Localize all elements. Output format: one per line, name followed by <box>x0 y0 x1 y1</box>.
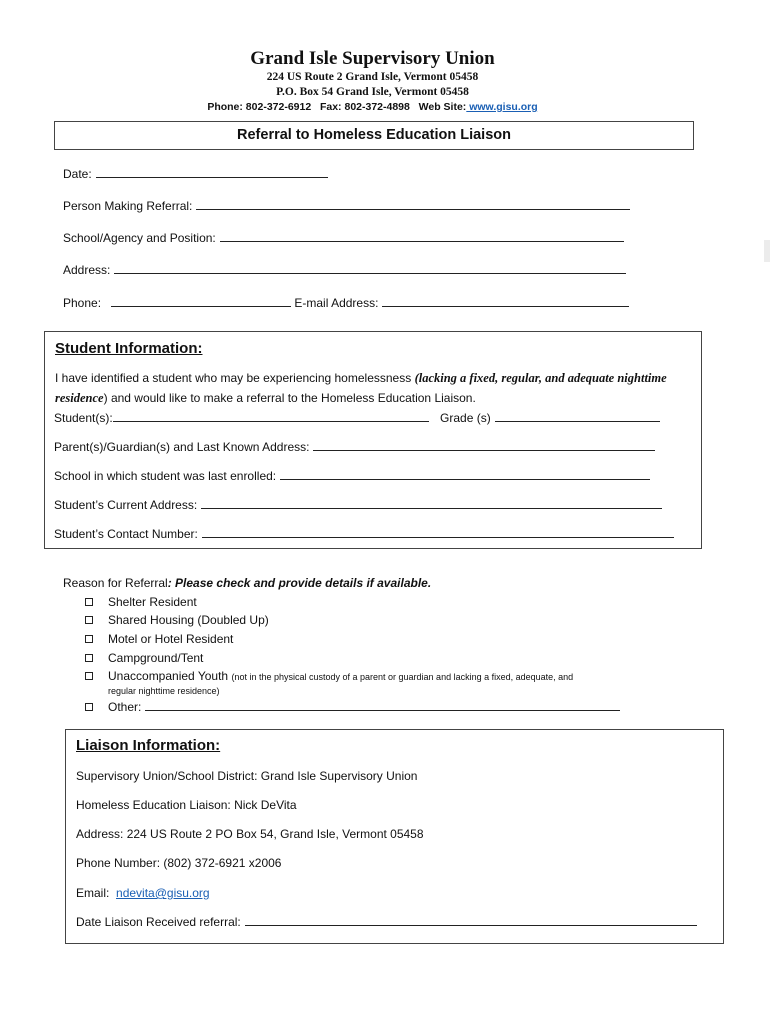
checkbox-icon[interactable] <box>85 598 93 606</box>
address-input-line[interactable] <box>114 272 626 274</box>
students-label: Student(s): <box>54 411 113 425</box>
other-label: Other: <box>108 700 142 714</box>
form-title: Referral to Homeless Education Liaison <box>54 121 694 150</box>
student-intro-emphasis: (lacking a fixed, regular, and adequate nighttime residence <box>55 371 667 405</box>
phone-input-line[interactable] <box>111 305 291 307</box>
parents-input-line[interactable] <box>313 449 655 451</box>
student-intro <box>55 368 675 408</box>
date-input-line[interactable] <box>96 176 328 178</box>
phone-email-field <box>63 296 629 310</box>
students-input-line[interactable] <box>113 420 429 422</box>
page-edge-marker <box>764 240 770 262</box>
grade-label: Grade (s) <box>440 411 491 425</box>
date-received-label: Date Liaison Received referral: <box>76 915 241 929</box>
students-field <box>54 411 660 425</box>
email-input-line[interactable] <box>382 305 629 307</box>
reason-option-label: Motel or Hotel Resident <box>108 632 234 646</box>
parents-field <box>54 440 655 454</box>
address-field <box>63 263 626 277</box>
reason-option-label: Campground/Tent <box>108 651 204 665</box>
school-agency-label: School/Agency and Position: <box>63 231 216 245</box>
current-address-field <box>54 498 662 512</box>
contact-number-input-line[interactable] <box>202 536 674 538</box>
reason-label: Reason for Referral <box>63 576 168 590</box>
reason-option-label: Shelter Resident <box>108 595 197 609</box>
date-label: Date: <box>63 167 92 181</box>
org-address: 224 US Route 2 Grand Isle, Vermont 05458 <box>266 71 479 83</box>
school-agency-input-line[interactable] <box>220 240 624 242</box>
reason-option[interactable] <box>85 613 269 627</box>
liaison-phone: Phone Number: (802) 372-6921 x2006 <box>76 856 282 870</box>
contact-number-label: Student’s Contact Number: <box>54 527 198 541</box>
org-fax: Fax: 802-372-4898 <box>319 101 410 113</box>
student-intro-end: ) and would like to make a referral to the Homeless Education Liaison. <box>103 391 476 405</box>
liaison-email-label: Email: <box>76 886 110 900</box>
student-info-title: Student Information: <box>55 340 203 357</box>
reason-option[interactable] <box>85 595 197 609</box>
school-agency-field <box>63 231 624 245</box>
person-label: Person Making Referral: <box>63 199 193 213</box>
org-po-box: P.O. Box 54 Grand Isle, Vermont 05458 <box>276 86 469 98</box>
student-intro-start: I have identified a student who may be experiencing homelessness <box>55 371 415 385</box>
contact-number-field <box>54 527 674 541</box>
email-label: E-mail Address: <box>294 296 379 310</box>
liaison-email-row <box>76 886 210 900</box>
reason-instruction: : Please check and provide details if available. <box>167 576 432 590</box>
last-school-label: School in which student was last enrolled: <box>54 469 277 483</box>
date-field <box>63 167 328 181</box>
reason-option-label: Unaccompanied Youth <box>108 669 229 683</box>
liaison-address: Address: 224 US Route 2 PO Box 54, Grand Isle, Vermont 05458 <box>76 827 424 841</box>
last-school-field <box>54 469 650 483</box>
address-label: Address: <box>63 263 111 277</box>
last-school-input-line[interactable] <box>280 478 650 480</box>
reason-heading <box>63 576 431 590</box>
other-input-line[interactable] <box>145 709 620 711</box>
youth-note-line2: regular nighttime residence) <box>108 686 220 696</box>
reason-option[interactable] <box>85 669 573 683</box>
current-address-label: Student’s Current Address: <box>54 498 198 512</box>
org-website-label: Web Site: <box>418 101 467 113</box>
liaison-name: Homeless Education Liaison: Nick DeVita <box>76 798 297 812</box>
org-website-link[interactable]: www.gisu.org <box>466 101 538 113</box>
org-phone: Phone: 802-372-6912 <box>207 101 312 113</box>
reason-option[interactable] <box>85 651 203 665</box>
checkbox-icon[interactable] <box>85 616 93 624</box>
person-field <box>63 199 630 213</box>
current-address-input-line[interactable] <box>201 507 662 509</box>
liaison-info-title: Liaison Information: <box>76 737 221 754</box>
grade-input-line[interactable] <box>495 420 660 422</box>
liaison-district: Supervisory Union/School District: Grand Isle Supervisory Union <box>76 769 418 783</box>
person-input-line[interactable] <box>196 208 630 210</box>
phone-label: Phone: <box>63 296 102 310</box>
date-received-field <box>76 915 697 929</box>
date-received-input-line[interactable] <box>245 924 697 926</box>
org-name: Grand Isle Supervisory Union <box>250 48 495 69</box>
youth-note-line1: (not in the physical custody of a parent or guardian and lacking a fixed, adequate, and <box>231 672 574 682</box>
checkbox-icon[interactable] <box>85 635 93 643</box>
reason-option-label: Shared Housing (Doubled Up) <box>108 613 269 627</box>
checkbox-icon[interactable] <box>85 703 93 711</box>
org-contact-line <box>0 101 745 113</box>
checkbox-icon[interactable] <box>85 654 93 662</box>
parents-label: Parent(s)/Guardian(s) and Last Known Address: <box>54 440 310 454</box>
reason-option[interactable] <box>85 632 233 646</box>
checkbox-icon[interactable] <box>85 672 93 680</box>
liaison-email-link[interactable]: ndevita@gisu.org <box>116 886 210 900</box>
reason-option-other[interactable] <box>85 700 620 714</box>
